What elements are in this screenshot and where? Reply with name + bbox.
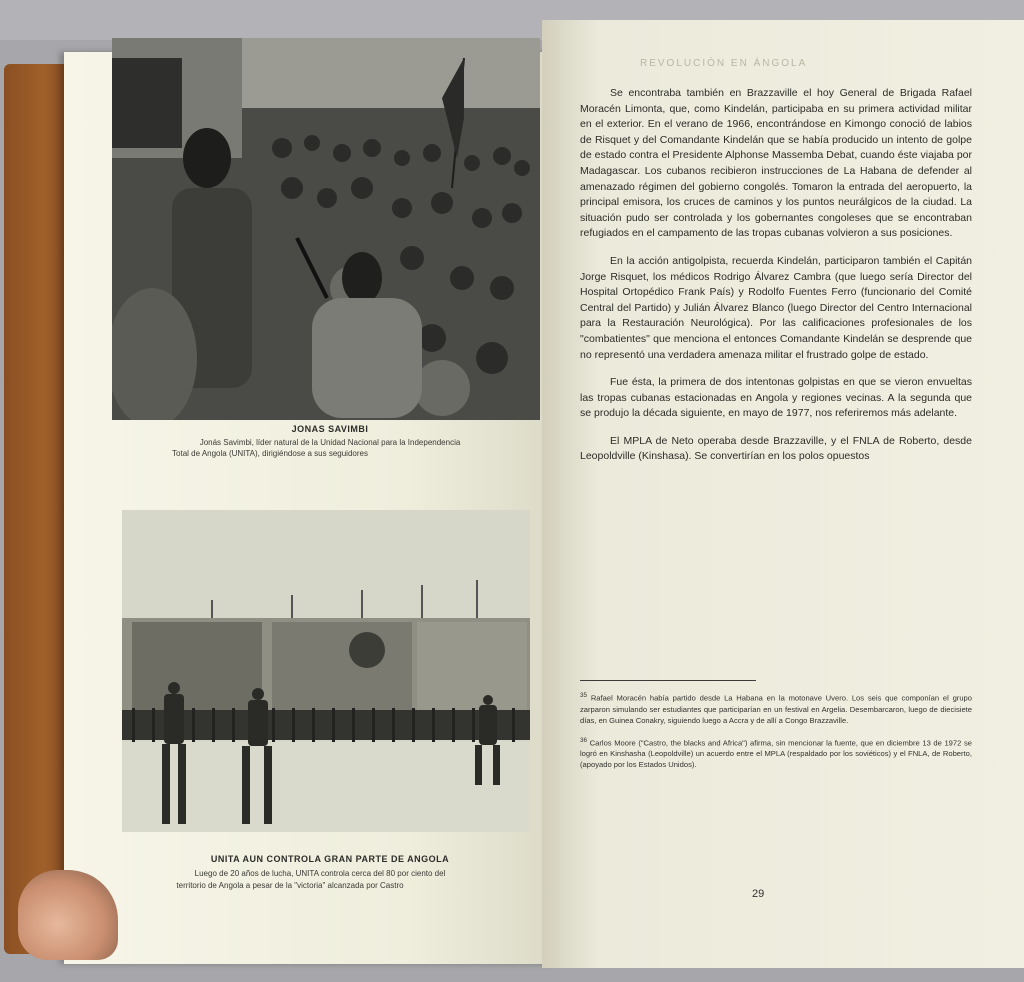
photo2-caption-line2: territorio de Angola a pesar de la "victoria" alcanzada por Castro [176, 881, 404, 890]
body-text [580, 86, 972, 477]
photo1-caption-line1: Jonás Savimbi, líder natural de la Unidad Nacional para la Independencia [199, 438, 461, 447]
photo-unita-parade [122, 510, 530, 832]
photo2-caption-line1: Luego de 20 años de lucha, UNITA controla cerca del 80 por ciento del [194, 869, 446, 878]
footnote-1 [580, 690, 972, 726]
footnote-mark: 35 [580, 692, 588, 699]
footnote-text: Carlos Moore ("Castro, the blacks and Africa") afirma, sin mencionar la fuente, que en diciembre 13 de 1972 se logró en Kinshasha (Leopoldville) un acuerdo entre el MPLA (respaldado por los soviéticos) y el FNLA, de Roberto, (apoyado por los Estados Unidos). [580, 738, 972, 770]
parade-photo-illustration [122, 510, 530, 832]
thumb [18, 870, 118, 960]
paragraph-4: El MPLA de Neto operaba desde Brazzaville, y el FNLA de Roberto, desde Leopoldville (Kinshasa). Se convertirían en los polos opuestos [580, 434, 972, 463]
footnote-rule [580, 680, 756, 681]
photo2-caption-title: UNITA AUN CONTROLA GRAN PARTE DE ANGOLA [210, 854, 450, 864]
running-header: REVOLUCIÓN EN ÁNGOLA [640, 58, 808, 69]
paragraph-3: Fue ésta, la primera de dos intentonas golpistas en que se vieron envueltas las tropas cubanas estacionadas en Angola y regiones vecinas. A la segunda que se produjo la década siguiente, en mayo de 1977, nos referiremos más adelante. [580, 376, 972, 420]
photo-savimbi-rally [112, 38, 540, 420]
rally-photo-illustration [112, 38, 540, 420]
footnote-2 [580, 735, 972, 771]
paragraph-1: Se encontraba también en Brazzaville el hoy General de Brigada Rafael Moracén Limonta, que, como Kindelán, participaba en su primera actividad militar en el exterior. En el verano de 1966, encontrándose en Kimongo conoció de labios de Risquet y del Comandante Kindelán que se había producido un intento de golpe de estado contra el Presidente Alphonse Massemba Debat, cuando éste viajaba por Madagascar. Los cubanos recibieron instrucciones de La Habana de defender al amenazado régimen del gobierno congolés. Tomaron la entrada del aeropuerto, la principal emisora, los cruces de caminos y los puntos neurálgicos de la ciudad. La situación pudo ser controlada y los gobernantes congoleses que se encontraban refugiados en el campamento de las tropas cubanas volvieron a sus posiciones. [580, 87, 972, 240]
footnote-mark: 36 [580, 736, 588, 744]
paragraph-2: En la acción antigolpista, recuerda Kindelán, participaron también el Capitán Jorge Risquet, los médicos Rodrigo Álvarez Cambra (que luego sería Director del Hospital Ortopédico Frank País) y Rodolfo Fuentes Ferro (funcionario del Comité Central del Partido) y Julián Álvarez Blanco (luego Director del Centro Internacional para la Restauración Neurológica). Por las calificaciones profesionales de los "combatientes" que menciona el entonces Comandante Kindelán se desprende que no representó una verdadera amenaza militar el frustrado golpe de estado. [580, 254, 972, 361]
photo1-caption-line2: Total de Angola (UNITA), dirigiéndose a sus seguidores [172, 449, 368, 458]
photo1-caption-title: JONAS SAVIMBI [291, 424, 369, 434]
footnotes [580, 690, 972, 779]
footnote-text: Rafael Moracén había partido desde La Habana en la motonave Uvero. Los seis que componían el grupo zarparon simulando ser estudiantes que participarían en un festival en Argelia. Desembarcaron, luego de diecisiete días, en Guinea Conakry, siguiendo luego a Accra y de allí a Congo Brazzaville. [580, 693, 972, 725]
page-number: 29 [752, 888, 765, 900]
